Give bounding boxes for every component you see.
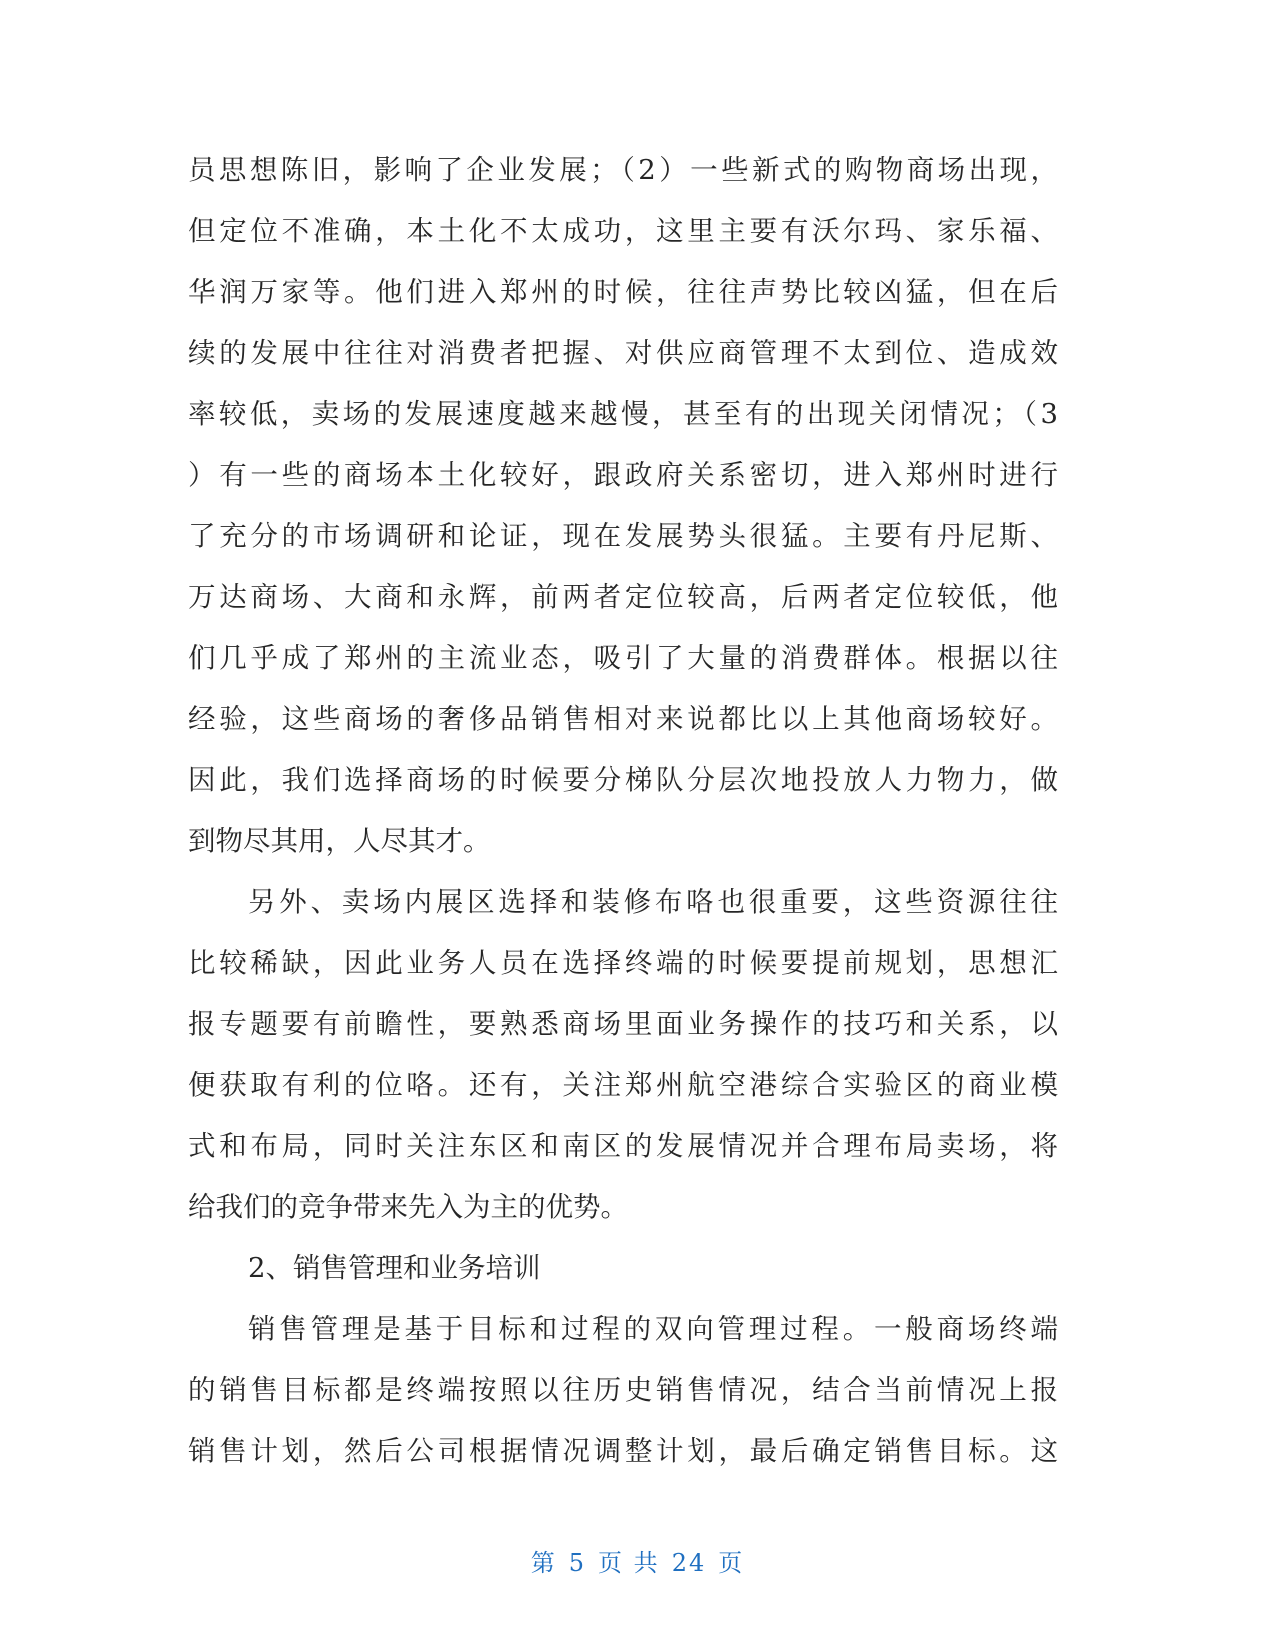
text-line: 销售管理是基于目标和过程的双向管理过程。一般商场终端 [248,1313,1058,1345]
total-pages-number: 24 [671,1549,707,1577]
text-line: 销售计划，然后公司根据情况调整计划，最后确定销售目标。这 [188,1435,1058,1467]
text-line: 报专题要有前瞻性，要熟悉商场里面业务操作的技巧和关系，以 [188,1008,1058,1040]
text-line: 给我们的竞争带来先入为主的优势。 [188,1191,628,1223]
text-line: 比较稀缺，因此业务人员在选择终端的时候要提前规划，思想汇 [188,947,1058,979]
text-line: 另外、卖场内展区选择和装修布咯也很重要，这些资源往往 [248,886,1058,918]
page-label-mid: 页 共 [598,1549,660,1577]
page-footer [0,1543,1275,1578]
page-label-suffix: 页 [718,1549,745,1577]
text-line: 便获取有利的位咯。还有，关注郑州航空港综合实验区的商业模 [188,1069,1058,1101]
text-line: 们几乎成了郑州的主流业态，吸引了大量的消费群体。根据以往 [188,642,1058,674]
page-label-prefix: 第 [530,1549,557,1577]
text-line: 到物尽其用，人尽其才。 [188,825,491,857]
text-line: 因此，我们选择商场的时候要分梯队分层次地投放人力物力，做 [188,764,1058,796]
text-line: 的销售目标都是终端按照以往历史销售情况，结合当前情况上报 [188,1374,1058,1406]
text-line: 了充分的市场调研和论证，现在发展势头很猛。主要有丹尼斯、 [188,520,1058,552]
body-text [188,140,1058,1482]
text-line: 但定位不准确，本土化不太成功，这里主要有沃尔玛、家乐福、 [188,215,1058,247]
text-line: 式和布局，同时关注东区和南区的发展情况并合理布局卖场，将 [188,1130,1058,1162]
text-line: 续的发展中往往对消费者把握、对供应商管理不太到位、造成效 [188,337,1058,369]
current-page-number: 5 [568,1549,587,1577]
text-line: 万达商场、大商和永辉，前两者定位较高，后两者定位较低，他 [188,581,1058,613]
text-line: 华润万家等。他们进入郑州的时候，往往声势比较凶猛，但在后 [188,276,1058,308]
section-heading: 2、销售管理和业务培训 [248,1252,541,1284]
text-line: 经验，这些商场的奢侈品销售相对来说都比以上其他商场较好。 [188,703,1058,735]
text-line: 率较低，卖场的发展速度越来越慢，甚至有的出现关闭情况；（3 [188,398,1058,430]
text-line: ）有一些的商场本土化较好，跟政府关系密切，进入郑州时进行 [188,459,1058,491]
text-line: 员思想陈旧，影响了企业发展；（2）一些新式的购物商场出现， [188,154,1058,186]
